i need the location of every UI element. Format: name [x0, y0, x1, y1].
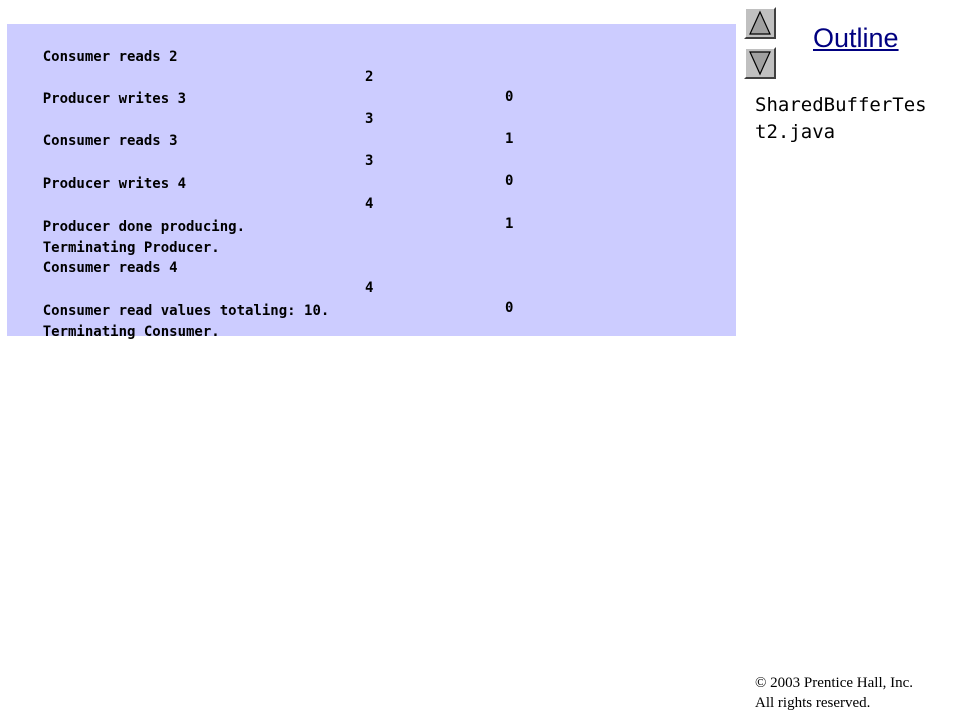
copyright-line: © 2003 Prentice Hall, Inc.	[755, 675, 914, 691]
output-value-a: 2	[365, 69, 374, 85]
output-value-a: 4	[365, 196, 374, 212]
output-value-a: 3	[365, 111, 374, 127]
next-slide-button[interactable]	[744, 47, 776, 79]
triangle-up-icon	[748, 10, 772, 36]
previous-slide-button[interactable]	[744, 7, 776, 39]
output-value-b: 1	[505, 216, 514, 232]
output-value-a: 4	[365, 280, 374, 296]
output-line	[9, 197, 246, 235]
output-line-text: Producer done producing.	[42, 219, 246, 235]
console-output-panel	[7, 24, 736, 340]
output-line-text: Consumer reads 3	[42, 133, 178, 149]
output-line-text: Terminating Producer.	[42, 240, 220, 256]
output-line-text: Producer writes 4	[42, 176, 187, 192]
file-name-label: SharedBufferTes t2.java	[755, 94, 927, 143]
output-value-b: 0	[505, 300, 514, 316]
triangle-down-icon	[748, 50, 772, 76]
output-line	[9, 281, 330, 319]
outline-link[interactable]: Outline	[813, 23, 899, 53]
output-line	[9, 218, 220, 256]
output-value-b: 0	[505, 173, 514, 189]
output-value-b: 0	[505, 89, 514, 105]
copyright-notice	[755, 673, 913, 713]
output-value-a: 3	[365, 153, 374, 169]
output-line-text: Consumer read values totaling: 10.	[42, 303, 330, 319]
output-line-text: Consumer reads 4	[42, 260, 178, 276]
output-line-text: Producer writes 3	[42, 91, 187, 107]
output-line-text: Consumer reads 2	[42, 49, 178, 65]
output-line	[9, 302, 220, 340]
copyright-line: All rights reserved.	[755, 695, 871, 711]
output-line-text: Terminating Consumer.	[42, 324, 220, 340]
output-value-b: 1	[505, 131, 514, 147]
